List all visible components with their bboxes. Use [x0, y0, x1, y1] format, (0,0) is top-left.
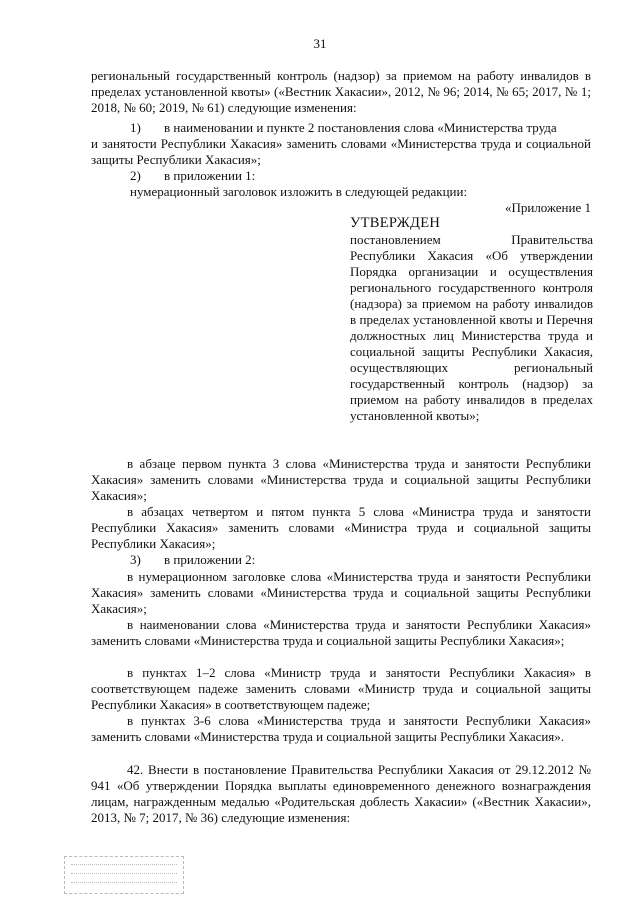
item-2 [130, 168, 255, 184]
item-3 [130, 552, 255, 568]
paragraph-a1: в абзаце первом пункта 3 слова «Министерства труда и занятости Республики Хакасия» заменить словами «Министерства труда и социальной защиты Республики Хакасия»; [91, 456, 591, 503]
paragraph-b2: в наименовании слова «Министерства труда и занятости Республики Хакасия» заменить словами «Министерства труда и социальной защиты Республики Хакасия»; [91, 617, 591, 648]
item-1-number: 1) [130, 120, 141, 135]
registration-stamp [64, 856, 184, 894]
item-1-text: в наименовании и пункте 2 постановления слова «Министерства труда [164, 120, 557, 135]
paragraph-b4: в пунктах 3-6 слова «Министерства труда и занятости Республики Хакасия» заменить словами «Министерства труда и социальной защиты Республики Хакасия». [91, 713, 591, 744]
item-3-number: 3) [130, 552, 141, 567]
item-2-number: 2) [130, 168, 141, 183]
paragraph-b3: в пунктах 1–2 слова «Министр труда и занятости Республики Хакасия» в соответствующем падеже заменить словами «Министр труда и социальной защиты Республики Хакасия» в соответствующем падеже; [91, 665, 591, 712]
item-2-text: в приложении 1: [164, 168, 256, 183]
paragraph-42: 42. Внести в постановление Правительства Республики Хакасия от 29.12.2012 № 941 «Об утверждении Порядка выплаты единовременного денежного вознаграждения лицам, награжденным медалью «Родительская доблесть Хакасии» («Вестник Хакасии», 2013, № 7; 2017, № 36) следующие изменения: [91, 762, 591, 825]
paragraph-b1: в нумерационном заголовке слова «Министерства труда и занятости Республики Хакасия» заменить словами «Министерства труда и социальной защиты Республики Хакасия»; [91, 569, 591, 616]
item-1-continuation: и занятости Республики Хакасия» заменить словами «Министерства труда и социальной защиты Республики Хакасия»; [91, 136, 591, 167]
approved-title: УТВЕРЖДЕН [350, 215, 441, 231]
page-number: 31 [313, 36, 327, 51]
paragraph-a2: в абзацах четвертом и пятом пункта 5 слова «Министра труда и занятости Республики Хакасия» заменить словами «Министра труда и социальной защиты Республики Хакасия»; [91, 504, 591, 551]
stamp-line [71, 882, 177, 883]
approved-body: постановлением Правительства Республики Хакасия «Об утверждении Порядка организации и осуществления регионального государственного контроля (надзора) за приемом на работу инвалидов в пределах установленной квоты и Перечня должностных лиц Министерства труда и социальной защиты Республики Хакасия, осуществляющих региональный государственный контроль (надзор) за приемом на работу инвалидов в пределах установленной квоты»; [350, 232, 593, 423]
item-3-text: в приложении 2: [164, 552, 256, 567]
stamp-line [71, 873, 177, 874]
stamp-line [71, 864, 177, 865]
appendix-label: «Приложение 1 [504, 200, 591, 215]
heading-instruction: нумерационный заголовок изложить в следующей редакции: [130, 184, 468, 199]
intro-paragraph: региональный государственный контроль (надзор) за приемом на работу инвалидов в пределах установленной квоты» («Вестник Хакасии», 2012, № 96; 2014, № 65; 2017, № 1; 2018, № 60; 2019, № 61) следующие изменения: [91, 68, 591, 115]
item-1 [130, 120, 557, 136]
